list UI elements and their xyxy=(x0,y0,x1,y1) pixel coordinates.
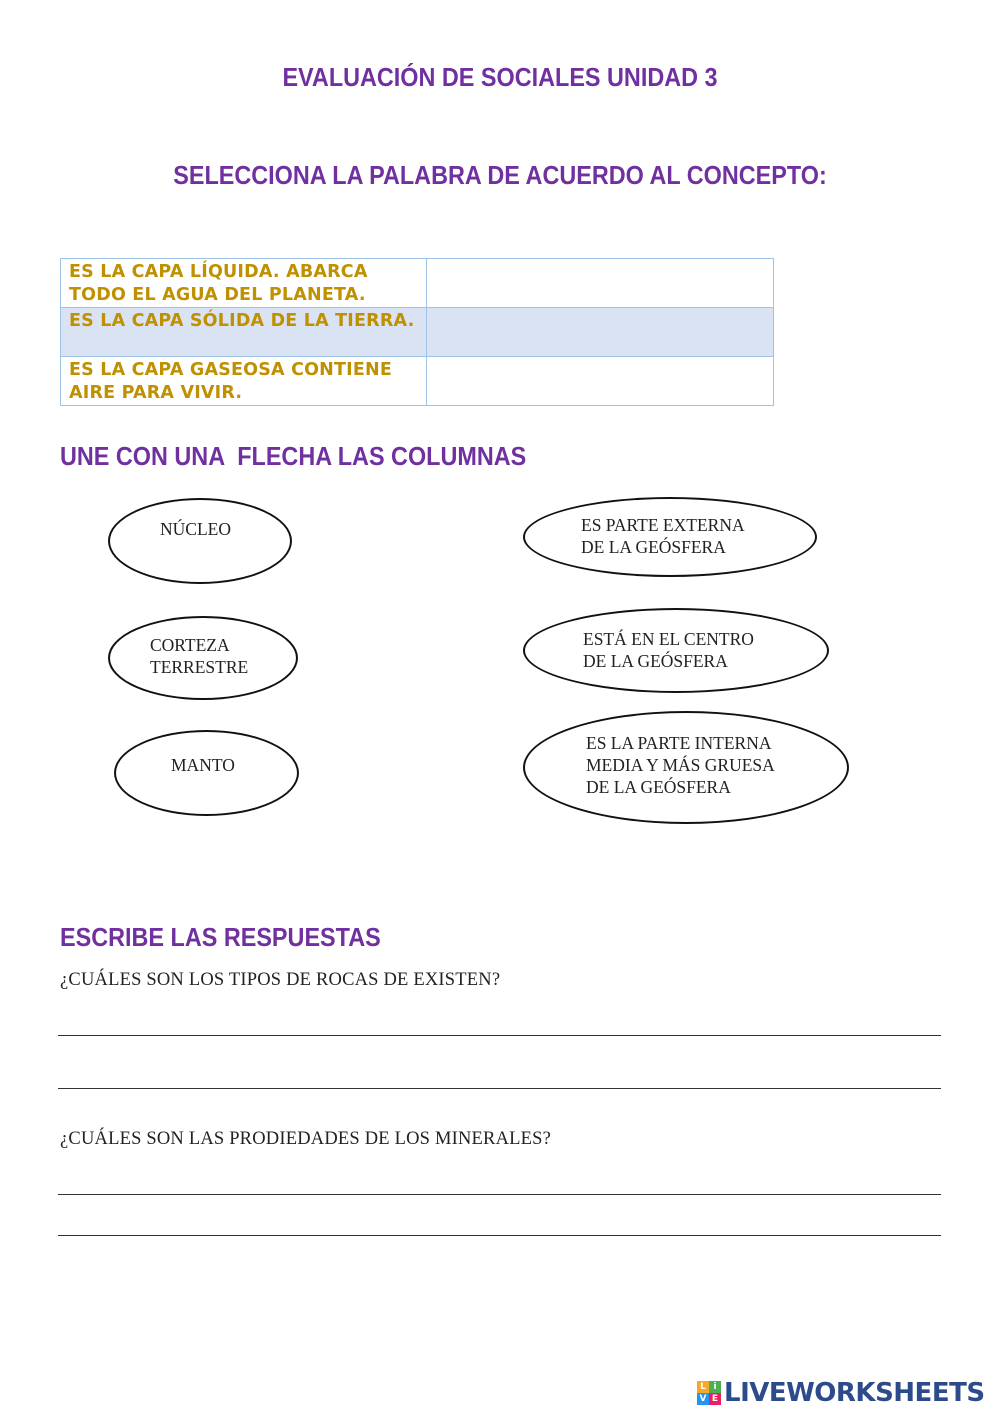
logo-letter: i xyxy=(709,1381,721,1393)
concept-cell: ES LA CAPA SÓLIDA DE LA TIERRA. xyxy=(61,308,427,357)
table-row xyxy=(61,308,774,357)
matching-heading: UNE CON UNA FLECHA LAS COLUMNAS xyxy=(60,441,527,471)
question-1: ¿CUÁLES SON LOS TIPOS DE ROCAS DE EXISTEN? xyxy=(60,970,501,990)
question-1-answer-line-2[interactable] xyxy=(58,1053,945,1089)
liveworksheets-logo-icon xyxy=(697,1381,721,1405)
table-row xyxy=(61,259,774,308)
answer-line xyxy=(58,1035,941,1036)
answer-cell[interactable] xyxy=(426,259,773,308)
concept-cell: ES LA CAPA GASEOSA CONTIENE AIRE PARA VIVIR. xyxy=(61,357,427,406)
answer-line xyxy=(58,1194,941,1195)
right-oval-label: ESTÁ EN EL CENTRO DE LA GEÓSFERA xyxy=(583,629,754,671)
left-oval-nucleo[interactable] xyxy=(108,498,292,584)
left-oval-label: CORTEZA TERRESTRE xyxy=(150,635,249,677)
answer-cell[interactable] xyxy=(426,357,773,406)
answer-line xyxy=(58,1088,941,1089)
question-2-answer-line-2[interactable] xyxy=(58,1201,945,1237)
question-2: ¿CUÁLES SON LAS PRODIEDADES DE LOS MINERALES? xyxy=(60,1129,552,1149)
table-row xyxy=(61,357,774,406)
question-2-answer-line-1[interactable] xyxy=(58,1160,945,1196)
logo-text: LIVEWORKSHEETS xyxy=(724,1378,985,1408)
left-oval-label: NÚCLEO xyxy=(160,519,231,539)
liveworksheets-logo xyxy=(697,1378,985,1408)
concept-cell: ES LA CAPA LÍQUIDA. ABARCA TODO EL AGUA DEL PLANETA. xyxy=(61,259,427,308)
right-oval-label: ES PARTE EXTERNA DE LA GEÓSFERA xyxy=(581,515,745,557)
concept-table xyxy=(60,258,774,406)
instruction-heading: SELECCIONA LA PALABRA DE ACUERDO AL CONCEPTO: xyxy=(173,160,827,190)
answers-heading: ESCRIBE LAS RESPUESTAS xyxy=(60,922,381,952)
logo-letter: L xyxy=(697,1381,709,1393)
question-1-answer-line-1[interactable] xyxy=(58,1000,945,1036)
left-oval-label: MANTO xyxy=(171,755,235,775)
answer-input-2[interactable] xyxy=(427,308,777,354)
answer-line xyxy=(58,1235,941,1236)
logo-letter: V xyxy=(697,1393,709,1405)
answer-input-3[interactable] xyxy=(427,357,777,403)
answer-input-1[interactable] xyxy=(427,259,777,305)
right-oval-label: ES LA PARTE INTERNA MEDIA Y MÁS GRUESA DE LA GEÓSFERA xyxy=(586,733,775,797)
worksheet-title: EVALUACIÓN DE SOCIALES UNIDAD 3 xyxy=(282,62,718,92)
answer-cell[interactable] xyxy=(426,308,773,357)
logo-letter: E xyxy=(709,1393,721,1405)
